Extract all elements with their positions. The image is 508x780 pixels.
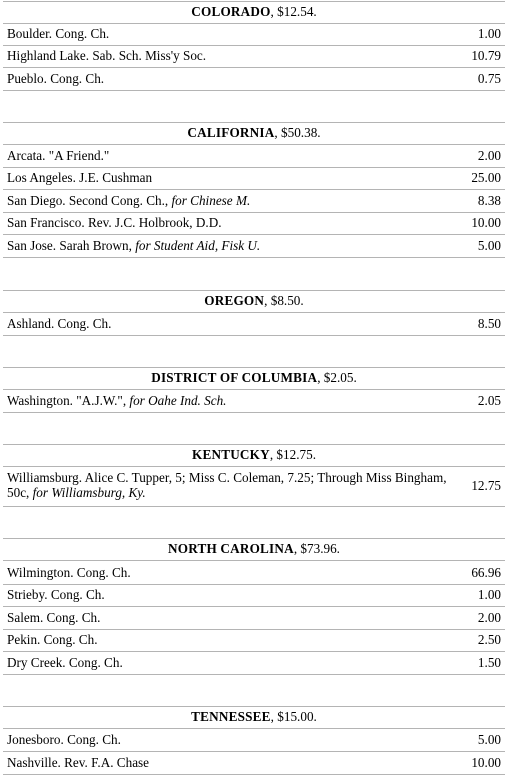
- amount: 1.50: [477, 655, 501, 670]
- rule: [3, 144, 505, 145]
- donor-label: Boulder. Cong. Ch.: [7, 26, 110, 41]
- donor-label: Nashville. Rev. F.A. Chase: [7, 755, 150, 770]
- amount: 2.00: [477, 610, 501, 625]
- rule: [3, 389, 505, 390]
- state-name: TENNESSEE: [191, 709, 271, 724]
- rule: [3, 774, 505, 775]
- amount: 0.75: [477, 71, 501, 86]
- amount: 1.00: [477, 587, 501, 602]
- state-total: , $50.38.: [274, 125, 321, 140]
- amount: 2.00: [477, 148, 501, 163]
- rule: [3, 45, 505, 46]
- donation-purpose: for Williamsburg, Ky.: [32, 485, 146, 500]
- rule: [3, 751, 505, 752]
- amount: 10.00: [471, 755, 501, 770]
- amount: 10.00: [471, 215, 501, 230]
- donor-label: Ashland. Cong. Ch.: [7, 316, 112, 331]
- donor-label: [7, 238, 459, 253]
- amount: 12.75: [471, 478, 501, 493]
- rule: [3, 728, 505, 729]
- rule: [3, 674, 505, 675]
- rule: [3, 90, 505, 91]
- state-name: NORTH CAROLINA: [168, 541, 294, 556]
- amount: 2.05: [477, 393, 501, 408]
- donor-label: Wilmington. Cong. Ch.: [7, 565, 131, 580]
- state-name: COLORADO: [191, 4, 271, 19]
- rule: [3, 506, 505, 507]
- amount: 5.00: [477, 732, 501, 747]
- rule: [3, 444, 505, 445]
- donor-label: Pekin. Cong. Ch.: [7, 632, 98, 647]
- amount: 25.00: [471, 170, 501, 185]
- rule: [3, 212, 505, 213]
- rule: [3, 167, 505, 168]
- amount: 1.00: [477, 26, 501, 41]
- rule: [3, 706, 505, 707]
- donor-label: Strieby. Cong. Ch.: [7, 587, 105, 602]
- donor-name: San Jose. Sarah Brown,: [7, 238, 136, 253]
- amount: 5.00: [477, 238, 501, 253]
- amount: 66.96: [471, 565, 501, 580]
- donor-name: Washington. "A.J.W.",: [7, 393, 130, 408]
- amount: 10.79: [471, 48, 501, 63]
- rule: [3, 23, 505, 24]
- section-header: [3, 541, 505, 556]
- rule: [3, 312, 505, 313]
- donor-label: San Francisco. Rev. J.C. Holbrook, D.D.: [7, 215, 222, 230]
- rule: [3, 1, 505, 2]
- state-total: , $8.50.: [264, 293, 304, 308]
- rule: [3, 257, 505, 258]
- donor-label: Dry Creek. Cong. Ch.: [7, 655, 123, 670]
- rule: [3, 335, 505, 336]
- state-name: KENTUCKY: [192, 447, 270, 462]
- section-header: [3, 125, 505, 140]
- section-header: [3, 709, 505, 724]
- section-header: [3, 293, 505, 308]
- rule: [3, 560, 505, 561]
- state-total: , $12.75.: [269, 447, 316, 462]
- donor-label: Salem. Cong. Ch.: [7, 610, 101, 625]
- donor-label: Los Angeles. J.E. Cushman: [7, 170, 153, 185]
- state-name: CALIFORNIA: [187, 125, 275, 140]
- rule: [3, 412, 505, 413]
- section-header: [3, 4, 505, 19]
- donation-purpose: for Student Aid, Fisk U.: [135, 238, 261, 253]
- section-header: [3, 370, 505, 385]
- rule: [3, 234, 505, 235]
- donor-label: [7, 393, 459, 408]
- donor-label: [7, 470, 465, 500]
- state-total: , $2.05.: [317, 370, 357, 385]
- state-total: , $15.00.: [270, 709, 317, 724]
- donation-purpose: for Oahe Ind. Sch.: [129, 393, 227, 408]
- amount: 2.50: [477, 632, 501, 647]
- state-total: , $73.96.: [293, 541, 340, 556]
- rule: [3, 466, 505, 467]
- donor-label: Pueblo. Cong. Ch.: [7, 71, 105, 86]
- amount: 8.50: [477, 316, 501, 331]
- state-total: , $12.54.: [270, 4, 317, 19]
- rule: [3, 189, 505, 190]
- rule: [3, 538, 505, 539]
- rule: [3, 629, 505, 630]
- state-name: OREGON: [204, 293, 265, 308]
- rule: [3, 367, 505, 368]
- rule: [3, 584, 505, 585]
- donor-label: [7, 193, 459, 208]
- donor-label: Arcata. "A Friend.": [7, 148, 110, 163]
- rule: [3, 290, 505, 291]
- amount: 8.38: [477, 193, 501, 208]
- rule: [3, 651, 505, 652]
- rule: [3, 122, 505, 123]
- rule: [3, 606, 505, 607]
- section-header: [3, 447, 505, 462]
- donation-purpose: for Chinese M.: [171, 193, 251, 208]
- donor-label: Jonesboro. Cong. Ch.: [7, 732, 121, 747]
- donor-name: San Diego. Second Cong. Ch.,: [7, 193, 172, 208]
- donor-label: Highland Lake. Sab. Sch. Miss'y Soc.: [7, 48, 207, 63]
- state-name: DISTRICT OF COLUMBIA: [151, 370, 318, 385]
- donor-name: Williamsburg. Alice C. Tupper, 5; Miss C. Coleman, 7.25; Through Miss Bingham, 50c,: [7, 470, 447, 500]
- rule: [3, 67, 505, 68]
